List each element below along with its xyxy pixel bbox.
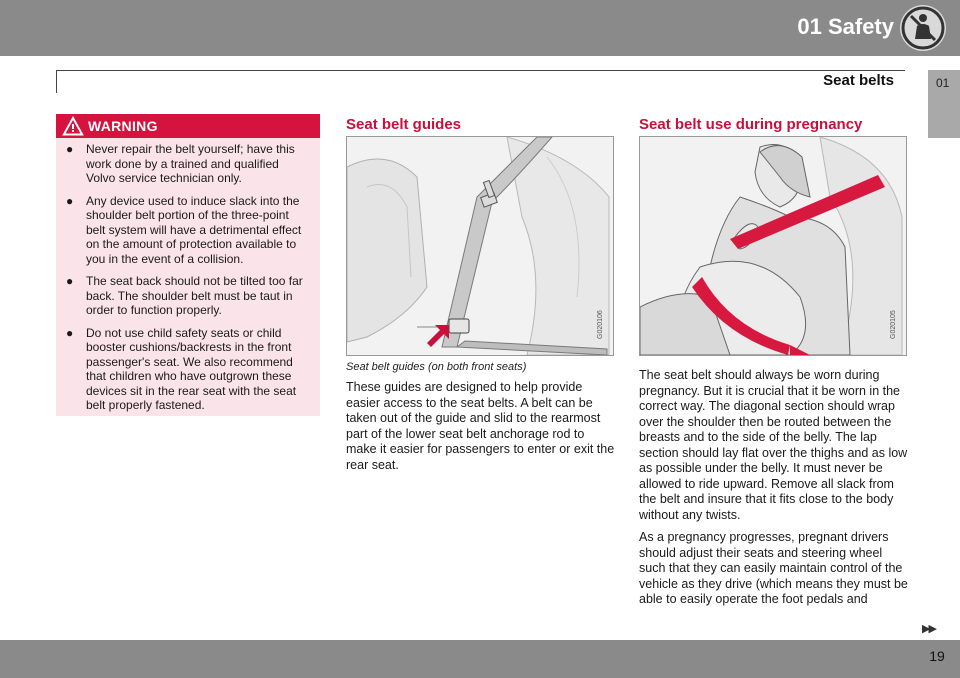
- bullet-icon: ●: [66, 193, 74, 208]
- figure-code: G020105: [890, 310, 897, 339]
- pregnancy-body-2: As a pregnancy progresses, pregnant drivers should adjust their seats and steering wheel such that they can easily maintain control of the vehicle as they drive (which means they must be able to easily operate the foot pedals and: [639, 530, 908, 606]
- continue-icon: ▶▶: [922, 623, 935, 635]
- bullet-icon: ●: [66, 274, 74, 288]
- warning-box: [56, 114, 320, 416]
- pregnancy-belt-illustration: [639, 136, 907, 356]
- warning-text: Any device used to induce slack into the shoulder belt portion of the three-point belt system will have a detrimental effect on the amount of protection available to you in the event of a collision.: [86, 193, 302, 266]
- list-item: [56, 274, 318, 318]
- warning-text: Never repair the belt yourself; have this work done by a trained and qualified Volvo service technician only.: [86, 142, 295, 185]
- warning-triangle-icon: [62, 116, 84, 136]
- pregnancy-heading: Seat belt use during pregnancy: [639, 116, 863, 133]
- list-item: [56, 142, 318, 186]
- chapter-side-tab-label: 01: [936, 76, 950, 90]
- warning-list: [56, 142, 318, 421]
- header-bar: [0, 0, 960, 56]
- list-item: [56, 326, 318, 413]
- bullet-icon: ●: [66, 325, 74, 340]
- list-item: [56, 194, 318, 267]
- section-rule: [56, 70, 905, 93]
- chapter-title: 01 Safety: [797, 14, 894, 39]
- footer-bar: [0, 640, 960, 678]
- warning-text: The seat back should not be tilted too far back. The shoulder belt must be taut in order to function properly.: [86, 274, 303, 317]
- figure-caption: Seat belt guides (on both front seats): [346, 361, 527, 373]
- seatbelt-icon: [900, 5, 946, 51]
- arrow-icon: [423, 323, 451, 351]
- section-title: Seat belts: [823, 72, 894, 89]
- warning-title: WARNING: [88, 118, 158, 134]
- warning-text: Do not use child safety seats or child booster cushions/backrests in the front passenger's seat. We also recommend that children who have outgrown these devices sit in the rear seat with the seat belt properly fastened.: [86, 325, 297, 412]
- guides-heading: Seat belt guides: [346, 116, 462, 133]
- bullet-icon: ●: [66, 142, 74, 156]
- seat-belt-guide-illustration: [346, 136, 614, 356]
- figure-code: G020106: [597, 310, 604, 339]
- warning-header: [56, 114, 320, 138]
- page-number: 19: [929, 648, 945, 664]
- pregnancy-body-1: The seat belt should always be worn during pregnancy. But it is crucial that it be worn in the correct way. The diagonal section should wrap over the shoulder then be routed between the breasts and to the side of the belly. The lap section should lay flat over the thighs and as low as possible under the belly. It must never be allowed to ride upward. Remove all slack from the belt and insure that it fits close to the body without any twists.: [639, 368, 908, 522]
- guides-body: These guides are designed to help provide easier access to the seat belts. A belt can be taken out of the guide and slid to the rearmost part of the lower seat belt anchorage rod to make it easier for passengers to enter or exit the rear seat.: [346, 380, 615, 472]
